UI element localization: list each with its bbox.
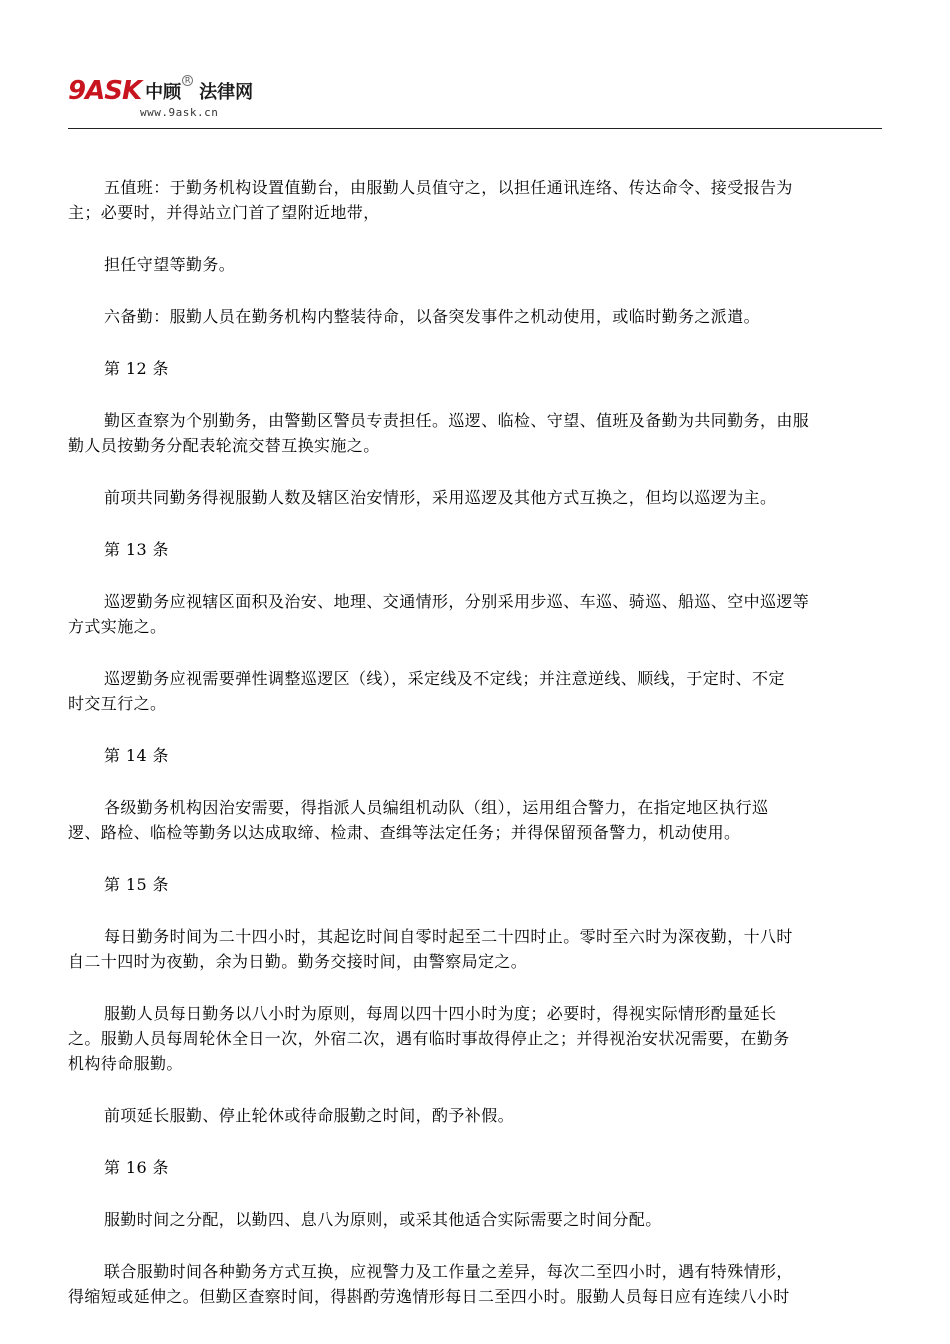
paragraph-line: 机构待命服勤。 bbox=[68, 1054, 183, 1073]
paragraph-line: 第 12 条 bbox=[104, 359, 169, 378]
paragraph bbox=[68, 1155, 886, 1180]
site-header bbox=[68, 76, 368, 124]
paragraph-line: 五值班：于勤务机构设置值勤台，由服勤人员值守之，以担任通讯连络、传达命令、接受报告为 bbox=[104, 178, 793, 197]
paragraph-line: 第 16 条 bbox=[104, 1158, 169, 1177]
logo-name-cn: 中顾 bbox=[145, 82, 182, 103]
paragraph bbox=[68, 589, 886, 639]
paragraph bbox=[68, 408, 886, 458]
paragraph bbox=[68, 795, 886, 845]
paragraph-line: 巡逻勤务应视需要弹性调整巡逻区（线），采定线及不定线；并注意逆线、顺线，于定时、不定 bbox=[104, 669, 785, 688]
paragraph bbox=[68, 1103, 886, 1128]
paragraph-line: 每日勤务时间为二十四小时，其起讫时间自零时起至二十四时止。零时至六时为深夜勤，十八时 bbox=[104, 927, 793, 946]
paragraph-line: 担任守望等勤务。 bbox=[104, 255, 236, 274]
paragraph-line: 第 14 条 bbox=[104, 746, 169, 765]
paragraph bbox=[68, 175, 886, 225]
paragraph bbox=[68, 1259, 886, 1309]
paragraph-line: 前项延长服勤、停止轮休或待命服勤之时间，酌予补假。 bbox=[104, 1106, 515, 1125]
paragraph-line: 主；必要时，并得站立门首了望附近地带， bbox=[68, 203, 380, 222]
paragraph-line: 之。服勤人员每周轮休全日一次，外宿二次，遇有临时事故得停止之；并得视治安状况需要，在勤务 bbox=[68, 1029, 790, 1048]
logo-brand: 9ASK bbox=[68, 76, 142, 106]
paragraph-line: 六备勤：服勤人员在勤务机构内整装待命，以备突发事件之机动使用，或临时勤务之派遣。 bbox=[104, 307, 761, 326]
site-logo[interactable] bbox=[68, 76, 368, 104]
paragraph-line: 时交互行之。 bbox=[68, 694, 167, 713]
paragraph bbox=[68, 485, 886, 510]
paragraph-line: 联合服勤时间各种勤务方式互换，应视警力及工作量之差异，每次二至四小时，遇有特殊情形， bbox=[104, 1262, 793, 1281]
paragraph bbox=[68, 1001, 886, 1076]
paragraph-line: 第 13 条 bbox=[104, 540, 169, 559]
paragraph bbox=[68, 1207, 886, 1232]
paragraph-line: 勤人员按勤务分配表轮流交替互换实施之。 bbox=[68, 436, 380, 455]
paragraph-line: 得缩短或延伸之。但勤区查察时间，得斟酌劳逸情形每日二至四小时。服勤人员每日应有连续八小时 bbox=[68, 1287, 790, 1306]
paragraph-line: 方式实施之。 bbox=[68, 617, 167, 636]
paragraph-line: 服勤人员每日勤务以八小时为原则，每周以四十四小时为度；必要时，得视实际情形酌量延长 bbox=[104, 1004, 777, 1023]
paragraph-line: 逻、路检、临检等勤务以达成取缔、检肃、查缉等法定任务；并得保留预备警力，机动使用。 bbox=[68, 823, 741, 842]
paragraph bbox=[68, 304, 886, 329]
registered-mark-icon: R bbox=[182, 75, 193, 86]
paragraph bbox=[68, 872, 886, 897]
header-divider bbox=[68, 128, 882, 129]
document-body bbox=[68, 148, 886, 1309]
paragraph bbox=[68, 743, 886, 768]
paragraph-line: 自二十四时为夜勤，余为日勤。勤务交接时间，由警察局定之。 bbox=[68, 952, 528, 971]
paragraph-line: 巡逻勤务应视辖区面积及治安、地理、交通情形，分别采用步巡、车巡、骑巡、船巡、空中巡逻等 bbox=[104, 592, 810, 611]
logo-url: www.9ask.cn bbox=[140, 106, 219, 119]
paragraph bbox=[68, 666, 886, 716]
paragraph bbox=[68, 252, 886, 277]
paragraph-line: 各级勤务机构因治安需要，得指派人员编组机动队（组），运用组合警力，在指定地区执行巡 bbox=[104, 798, 769, 817]
paragraph-line: 勤区查察为个别勤务，由警勤区警员专责担任。巡逻、临检、守望、值班及备勤为共同勤务，由服 bbox=[104, 411, 810, 430]
paragraph bbox=[68, 537, 886, 562]
paragraph-line: 第 15 条 bbox=[104, 875, 169, 894]
paragraph bbox=[68, 924, 886, 974]
logo-site-cn: 法律网 bbox=[199, 82, 254, 103]
paragraph bbox=[68, 356, 886, 381]
paragraph-line: 服勤时间之分配，以勤四、息八为原则，或采其他适合实际需要之时间分配。 bbox=[104, 1210, 662, 1229]
paragraph-line: 前项共同勤务得视服勤人数及辖区治安情形，采用巡逻及其他方式互换之，但均以巡逻为主。 bbox=[104, 488, 777, 507]
